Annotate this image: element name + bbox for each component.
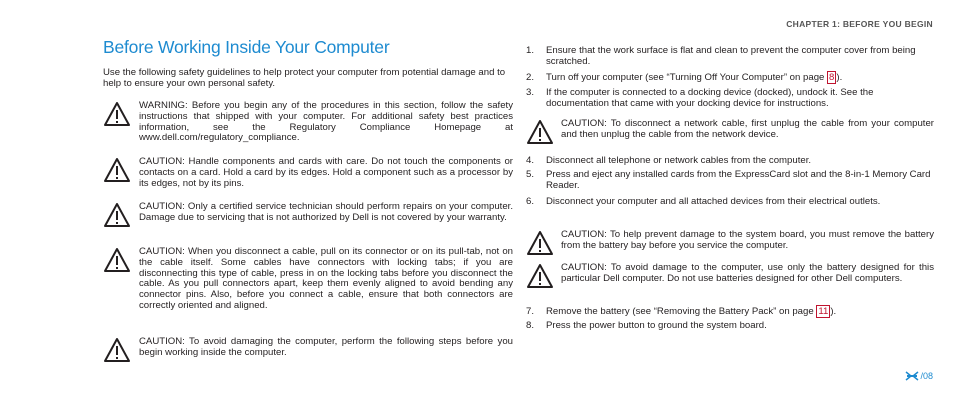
note-text: CAUTION: When you disconnect a cable, pull on its connector or on its pull-tab, not on the cable itself. Some cables have connectors with locking tabs; if you are disconnecting this type of cable, press in on the locking tabs before you disconnect the cable. As you pull connectors apart, keep them evenly aligned to avoid bending any connector pins. Also, before you connect a cable, ensure that both connectors are correctly oriented and aligned. <box>139 246 513 311</box>
chapter-header: CHAPTER 1: BEFORE YOU BEGIN <box>786 19 933 29</box>
note-text: CAUTION: To disconnect a network cable, first unplug the cable from your computer and then unplug the cable from the network device. <box>561 118 934 140</box>
note-text: CAUTION: To help prevent damage to the system board, you must remove the battery from the battery bay before you service the computer. <box>561 229 934 251</box>
step-number: 1. <box>526 45 535 56</box>
step-text: Ensure that the work surface is flat and clean to prevent the computer cover from being scratched. <box>546 45 916 67</box>
step-text: Disconnect all telephone or network cables from the computer. <box>546 155 812 166</box>
step-text: Turn off your computer (see “Turning Off Your Computer” on page 8 ). <box>546 72 843 83</box>
step-number: 4. <box>526 155 535 166</box>
step-text: Disconnect your computer and all attached devices from their electrical outlets. <box>546 196 881 207</box>
step-number: 2. <box>526 72 535 83</box>
step-text: Press and eject any installed cards from the ExpressCard slot and the 8-in-1 Memory Card Reader. <box>546 169 931 191</box>
warning-triangle-icon <box>103 247 131 273</box>
warning-triangle-icon <box>103 101 131 127</box>
page-title: Before Working Inside Your Computer <box>103 37 390 57</box>
alienware-logo-icon <box>905 371 919 381</box>
warning-triangle-icon <box>103 337 131 363</box>
note-text: CAUTION: To avoid damaging the computer, perform the following steps before you begin working inside the computer. <box>139 336 513 358</box>
page-link[interactable]: 8 <box>829 72 835 83</box>
step-number: 6. <box>526 196 535 207</box>
step-number: 5. <box>526 169 535 180</box>
step-text: If the computer is connected to a docking device (docked), undock it. See the documentation that came with your docking device for instructions. <box>546 87 874 109</box>
note-text: WARNING: Before you begin any of the procedures in this section, follow the safety instructions that shipped with your computer. For additional safety best practices information, see the Regulatory Compliance Homepage at www.dell.com/regulatory_compliance. <box>139 100 513 144</box>
warning-triangle-icon <box>526 230 554 256</box>
warning-triangle-icon <box>103 157 131 183</box>
page-footer <box>905 371 933 381</box>
step-number: 3. <box>526 87 535 98</box>
page-link[interactable]: 11 <box>818 306 829 317</box>
step-text: Press the power button to ground the system board. <box>546 320 767 331</box>
step-number: 8. <box>526 320 535 331</box>
warning-triangle-icon <box>103 202 131 228</box>
note-text: CAUTION: To avoid damage to the computer, use only the battery designed for this particular Dell computer. Do not use batteries designed for other Dell computers. <box>561 262 934 284</box>
step-text: Remove the battery (see “Removing the Battery Pack” on page 11 ). <box>546 306 837 317</box>
note-text: CAUTION: Only a certified service technician should perform repairs on your computer. Damage due to servicing that is not authorized by Dell is not covered by your warranty. <box>139 201 513 223</box>
note-text: CAUTION: Handle components and cards with care. Do not touch the components or contacts on a card. Hold a card by its edges. Hold a component such as a processor by its edges, not by its pins. <box>139 156 513 189</box>
warning-triangle-icon <box>526 119 554 145</box>
page-number: /08 <box>920 371 933 381</box>
step-number: 7. <box>526 306 535 317</box>
intro-text: Use the following safety guidelines to help protect your computer from potential damage and to help to ensure your own personal safety. <box>103 67 506 89</box>
warning-triangle-icon <box>526 263 554 289</box>
